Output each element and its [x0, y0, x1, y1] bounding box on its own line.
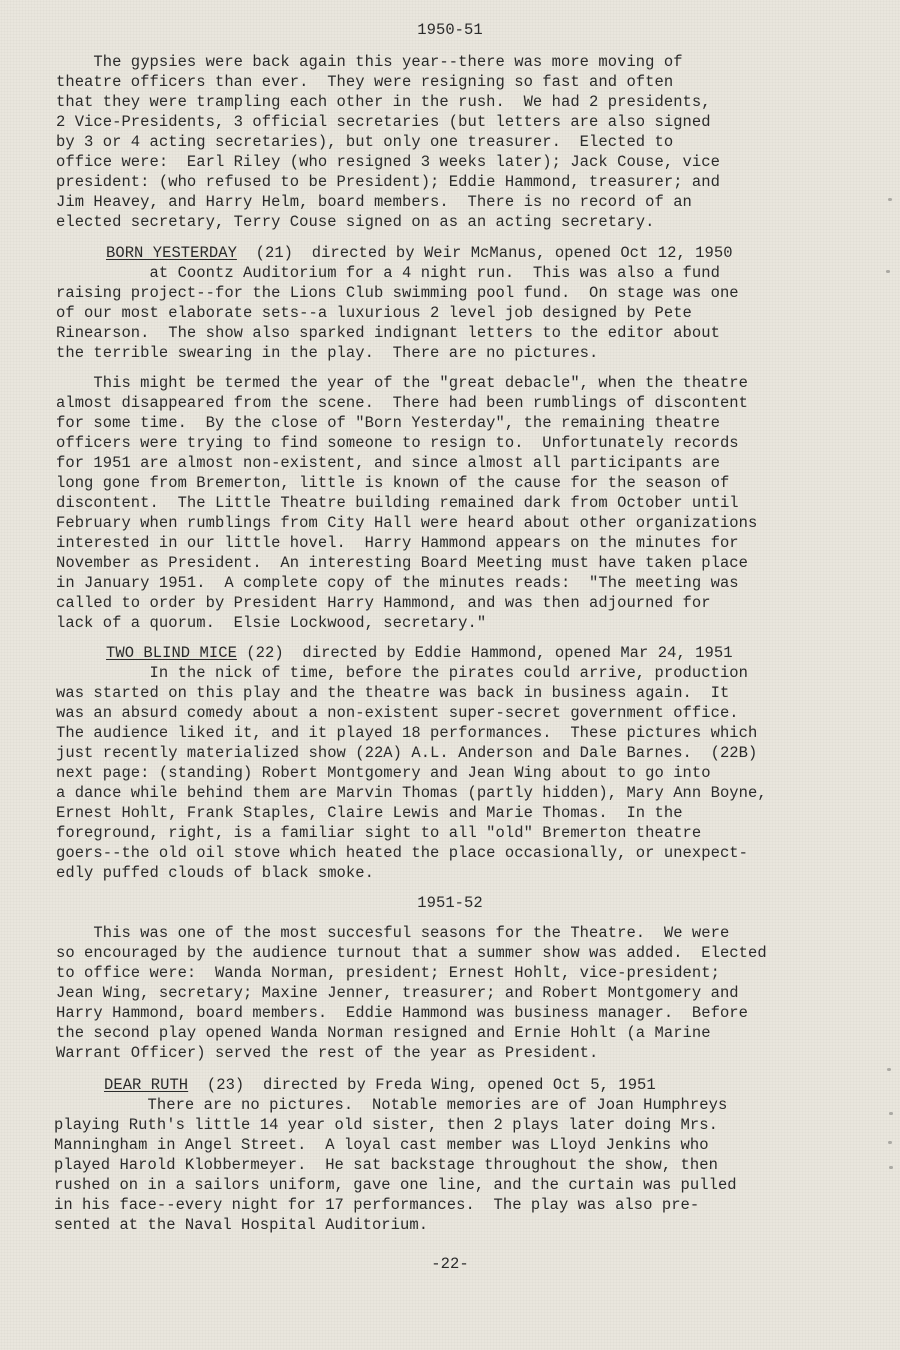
- text-line: Harry Hammond, board members. Eddie Hammond was business manager. Before: [56, 1004, 749, 1022]
- text-line: in January 1951. A complete copy of the minutes reads: "The meeting was: [56, 574, 739, 592]
- text-line: Ernest Hohlt, Frank Staples, Claire Lewis and Marie Thomas. In the: [56, 804, 683, 822]
- paper-speck: [888, 1141, 892, 1144]
- text-line: to office were: Wanda Norman, president; Ernest Hohlt, vice-president;: [56, 964, 720, 982]
- text-line: sented at the Naval Hospital Auditorium.: [54, 1216, 429, 1234]
- text-line: theatre officers than ever. They were resigning so fast and often: [56, 73, 674, 91]
- text-line: that they were trampling each other in the rush. We had 2 presidents,: [56, 93, 711, 111]
- text-line: foreground, right, is a familiar sight to all "old" Bremerton theatre: [56, 824, 702, 842]
- text-line: Jim Heavey, and Harry Helm, board members. There is no record of an: [56, 193, 692, 211]
- text-line: for some time. By the close of "Born Yesterday", the remaining theatre: [56, 414, 720, 432]
- play-title: DEAR RUTH: [104, 1076, 189, 1094]
- text-line: This was one of the most succesful seasons for the Theatre. We were: [56, 924, 730, 942]
- text-line: rushed on in a sailors uniform, gave one line, and the curtain was pulled: [54, 1176, 737, 1194]
- text-line: 2 Vice-Presidents, 3 official secretaries (but letters are also signed: [56, 113, 711, 131]
- text-line: for 1951 are almost non-existent, and since almost all participants are: [56, 454, 720, 472]
- text-line: of our most elaborate sets--a luxurious 2 level job designed by Pete: [56, 304, 692, 322]
- text-line: The gypsies were back again this year--there was more moving of: [56, 53, 683, 71]
- text-line: edly puffed clouds of black smoke.: [56, 864, 374, 882]
- text-line: just recently materialized show (22A) A.L. Anderson and Dale Barnes. (22B): [56, 744, 758, 762]
- text-line: the terrible swearing in the play. There are no pictures.: [56, 344, 599, 362]
- text-line: long gone from Bremerton, little is known of the cause for the season of: [56, 474, 730, 492]
- text-line: the second play opened Wanda Norman resigned and Ernie Hohlt (a Marine: [56, 1024, 711, 1042]
- production-details: (23) directed by Freda Wing, opened Oct 5, 1951: [188, 1076, 656, 1094]
- text-line: There are no pictures. Notable memories are of Joan Humphreys: [54, 1096, 728, 1114]
- paper-speck: [888, 198, 892, 201]
- text-line: so encouraged by the audience turnout that a summer show was added. Elected: [56, 944, 767, 962]
- production-heading: [106, 243, 733, 263]
- text-line: next page: (standing) Robert Montgomery and Jean Wing about to go into: [56, 764, 711, 782]
- production-heading: [106, 643, 733, 663]
- play-title: BORN YESTERDAY: [106, 244, 237, 262]
- text-line: officers were trying to find someone to resign to. Unfortunately records: [56, 434, 739, 452]
- text-line: Manningham in Angel Street. A loyal cast member was Lloyd Jenkins who: [54, 1136, 709, 1154]
- text-line: at Coontz Auditorium for a 4 night run. This was also a fund: [56, 264, 720, 282]
- text-line: This might be termed the year of the "great debacle", when the theatre: [56, 374, 749, 392]
- text-line: The audience liked it, and it played 18 performances. These pictures which: [56, 724, 758, 742]
- text-line: raising project--for the Lions Club swimming pool fund. On stage was one: [56, 284, 739, 302]
- text-line: elected secretary, Terry Couse signed on as an acting secretary.: [56, 213, 655, 231]
- production-details: (21) directed by Weir McManus, opened Oct 12, 1950: [236, 244, 733, 262]
- season-heading: 1951-52: [417, 894, 483, 912]
- text-line: by 3 or 4 acting secretaries), but only one treasurer. Elected to: [56, 133, 674, 151]
- text-line: lack of a quorum. Elsie Lockwood, secretary.": [56, 614, 487, 632]
- text-line: played Harold Klobbermeyer. He sat backstage throughout the show, then: [54, 1156, 718, 1174]
- text-line: president: (who refused to be President); Eddie Hammond, treasurer; and: [56, 173, 720, 191]
- text-line: Warrant Officer) served the rest of the year as President.: [56, 1044, 599, 1062]
- text-line: almost disappeared from the scene. There had been rumblings of discontent: [56, 394, 749, 412]
- production-heading: [104, 1075, 656, 1095]
- text-line: in his face--every night for 17 performances. The play was also pre-: [54, 1196, 700, 1214]
- text-line: February when rumblings from City Hall were heard about other organizations: [56, 514, 758, 532]
- text-line: goers--the old oil stove which heated the place occasionally, or unexpect-: [56, 844, 749, 862]
- play-title: TWO BLIND MICE: [106, 644, 237, 662]
- text-line: interested in our little hovel. Harry Hammond appears on the minutes for: [56, 534, 739, 552]
- paper-speck: [889, 1166, 893, 1169]
- text-line: Rinearson. The show also sparked indignant letters to the editor about: [56, 324, 720, 342]
- paper-speck: [887, 1068, 891, 1071]
- production-details: (22) directed by Eddie Hammond, opened Mar 24, 1951: [236, 644, 733, 662]
- text-line: called to order by President Harry Hammond, and was then adjourned for: [56, 594, 711, 612]
- text-line: office were: Earl Riley (who resigned 3 weeks later); Jack Couse, vice: [56, 153, 720, 171]
- text-line: a dance while behind them are Marvin Thomas (partly hidden), Mary Ann Boyne,: [56, 784, 767, 802]
- text-line: playing Ruth's little 14 year old sister, then 2 plays later doing Mrs.: [54, 1116, 718, 1134]
- text-line: Jean Wing, secretary; Maxine Jenner, treasurer; and Robert Montgomery and: [56, 984, 739, 1002]
- text-line: discontent. The Little Theatre building remained dark from October until: [56, 494, 739, 512]
- text-line: November as President. An interesting Board Meeting must have taken place: [56, 554, 749, 572]
- text-line: was started on this play and the theatre was back in business again. It: [56, 684, 730, 702]
- paper-speck: [889, 1112, 893, 1115]
- text-line: was an absurd comedy about a non-existent super-secret government office.: [56, 704, 739, 722]
- paper-speck: [886, 270, 890, 273]
- season-heading: 1950-51: [417, 21, 483, 39]
- page-number: -22-: [431, 1255, 469, 1273]
- text-line: In the nick of time, before the pirates could arrive, production: [56, 664, 749, 682]
